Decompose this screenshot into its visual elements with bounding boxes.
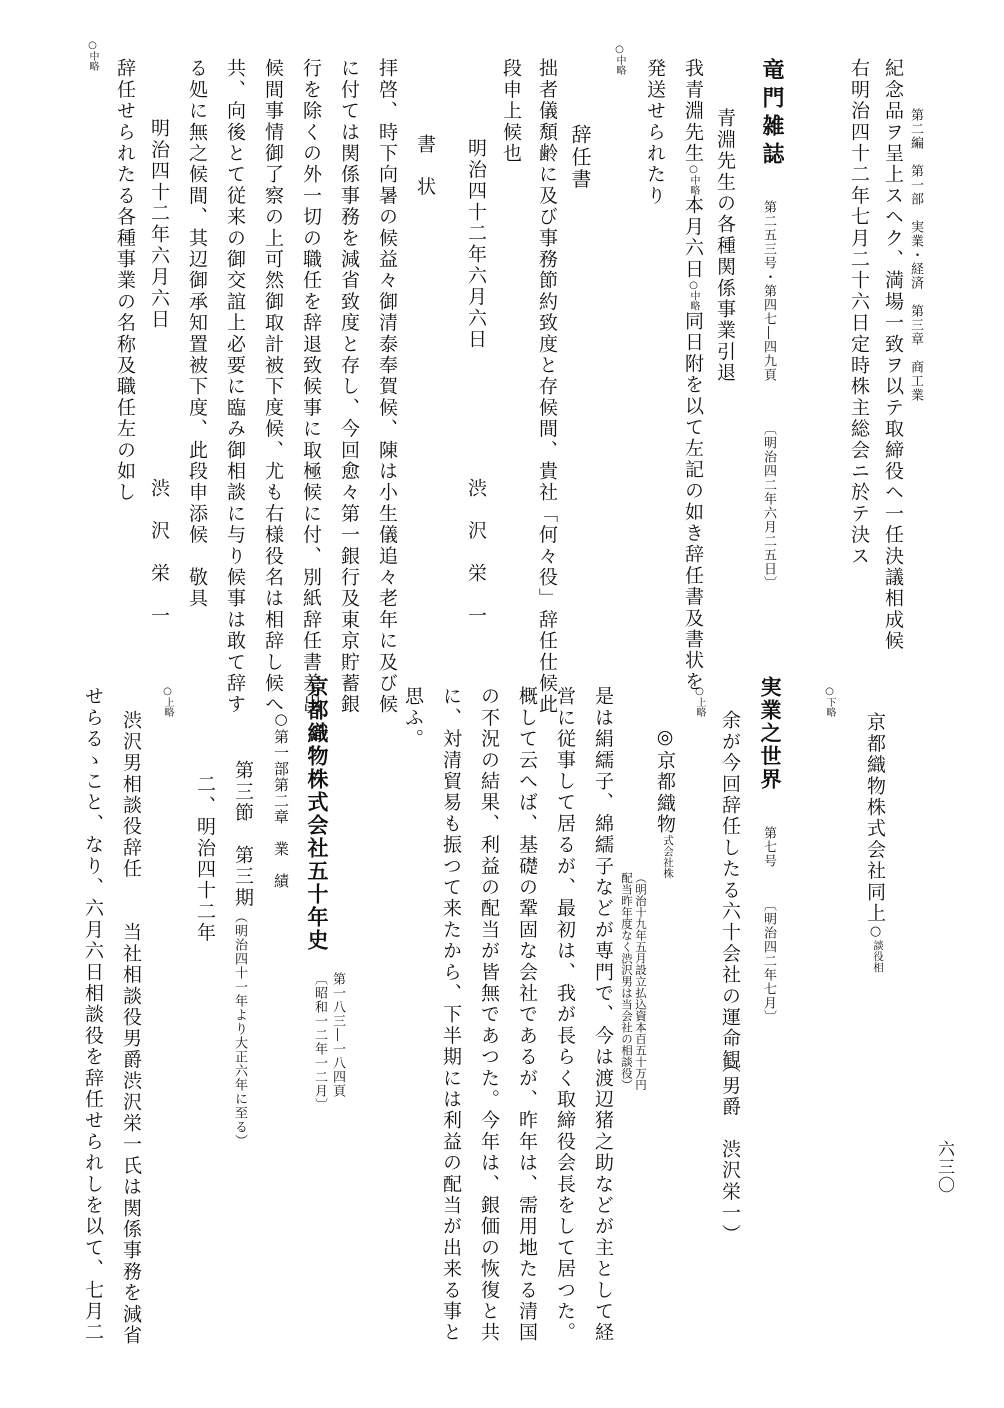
history-omission-mark: ○上略 [162, 686, 173, 717]
magazine-heading: 青淵先生の各種関係事業引退 [714, 108, 736, 384]
magazine-body-1: 我青淵先生○中略本月六日○中略同日附を以て左記の如き辞任書及書状を [682, 58, 704, 693]
history-section-1: ○第一部第二章 業 績 [272, 710, 290, 889]
company-body-5: に、対清貿易も振つて来たから、下半期には利益の配当が出来る事と [440, 686, 462, 1344]
letter-line-1: 拝啓、時下向暑の候益々御清泰奉賀候、陳は小生儀追々老年に及び候 [376, 58, 398, 716]
history-title: 京都織物株式会社五十年史 [305, 676, 330, 952]
jitsugyo-date: 〔明治四二年七月〕 [761, 898, 776, 1024]
company-body-6: 思ふ。 [402, 686, 424, 750]
letter-line-6: る処に無之候間、其辺御承知置被下度、此段申添候 敬具 [186, 58, 208, 610]
resignation-title: 辞任書 [568, 124, 592, 191]
minutes-line-1: 紀念品ヲ呈上スヘク、満場一致ヲ以テ取締役ヘ一任決議相成候 [882, 58, 904, 652]
company-body-3: 概して云へば、基礎の鞏固な会社であるが、昨年は、需用地たる清国 [516, 686, 538, 1344]
list-line-1: 辞任せられたる各種事業の名称及職任左の如し [114, 58, 136, 504]
magazine-date: 〔明治四二年六月二五日〕 [761, 422, 776, 590]
history-date: 〔昭和一二年一二月〕 [312, 972, 327, 1112]
history-section-2: 第三節 第三期 [232, 760, 254, 909]
resignation-line-1: 拙者儀頽齢に及び事務節約致度と存候間、貴社「何々役」辞任仕候此 [536, 58, 558, 716]
history-body-2: せらるゝこと、なり、六月六日相談役を辞任せられしを以て、七月二 [82, 686, 104, 1344]
kyoto-label: 京都織物株式会社同上○ 相 談役 [864, 712, 886, 973]
resignation-line-2: 段申上候也 [500, 58, 522, 164]
company-note-1: （明治十九年五月設立払込資本百五十万円 [634, 872, 648, 1091]
letter-signature: 渋 沢 栄 一 [148, 478, 170, 627]
letter-line-4: 候間事情御了察の上可然御取計被下度候、尤も右様役名は相辞し候へ [262, 58, 284, 716]
history-body-1: 渋沢男相談役辞任 当社相談役男爵渋沢栄一氏は関係事務を減省 [120, 710, 142, 1346]
letter-line-2: に付ては関係事務を減省致度と存し、今回愈々第一銀行及東京貯蓄銀 [338, 58, 360, 716]
magazine-reference: 第二五三号・第四七―四九頁 [761, 200, 776, 382]
jitsugyo-author: （男爵 渋沢栄一） [719, 1054, 741, 1245]
letter-date: 明治四十二年六月六日 [148, 118, 170, 330]
company-name: ◎京都織物 株 式会社 [654, 726, 676, 879]
lower-omission-mark: ○下略 [824, 686, 835, 717]
omission-mark: ○中略 [614, 44, 625, 75]
letter-title: 書 状 [414, 134, 436, 198]
list-omission-mark: ○中略 [87, 40, 98, 71]
company-body-1: 是は絹繻子、綿繻子などが専門で、今は渡辺猪之助などが主として経 [592, 686, 614, 1344]
letter-line-5: 共、向後とて従来の御交誼上必要に臨み御相談に与り候事は敢て辞す [224, 58, 246, 716]
upper-omission-mark: ○上略 [694, 686, 705, 717]
jitsugyo-reference: 第七号 [761, 826, 776, 868]
jitsugyo-heading: 余が今回辞任したる六十会社の運命観 [719, 710, 741, 1071]
company-body-2: 営に従事して居るが、最初は、我が長らく取締役会長をして居つた。 [554, 686, 576, 1344]
history-section-3: 二、明治四十二年 [194, 774, 216, 944]
magazine-body-2: 発送せられたり [644, 58, 666, 207]
page-number: 六三〇 [934, 1140, 954, 1194]
history-section-2-note: （明治四十一年より大正六年に至る） [232, 910, 247, 1148]
jitsugyo-title: 実業之世界 [758, 676, 783, 791]
running-head: 第二編 第一部 実業・経済 第三章 商工業 [908, 108, 923, 402]
magazine-title: 竜門雑誌 [759, 58, 785, 170]
resignation-signature: 渋 沢 栄 一 [465, 478, 487, 627]
resignation-date: 明治四十二年六月六日 [465, 138, 487, 350]
minutes-line-2: 右明治四十二年七月二十六日定時株主総会ニ於テ決ス [848, 58, 870, 567]
company-body-4: の不況の結果、利益の配当が皆無であつた。今年は、銀価の恢復と共 [478, 686, 500, 1344]
letter-line-3: 行を除くの外一切の職任を辞退致候事に取極候に付、別紙辞任書差出 [300, 58, 322, 716]
company-note-2: 配当昨年度なく渋沢男は当会社の相談役） [620, 872, 634, 1091]
history-reference: 第一八三―一八四頁 [330, 972, 345, 1098]
